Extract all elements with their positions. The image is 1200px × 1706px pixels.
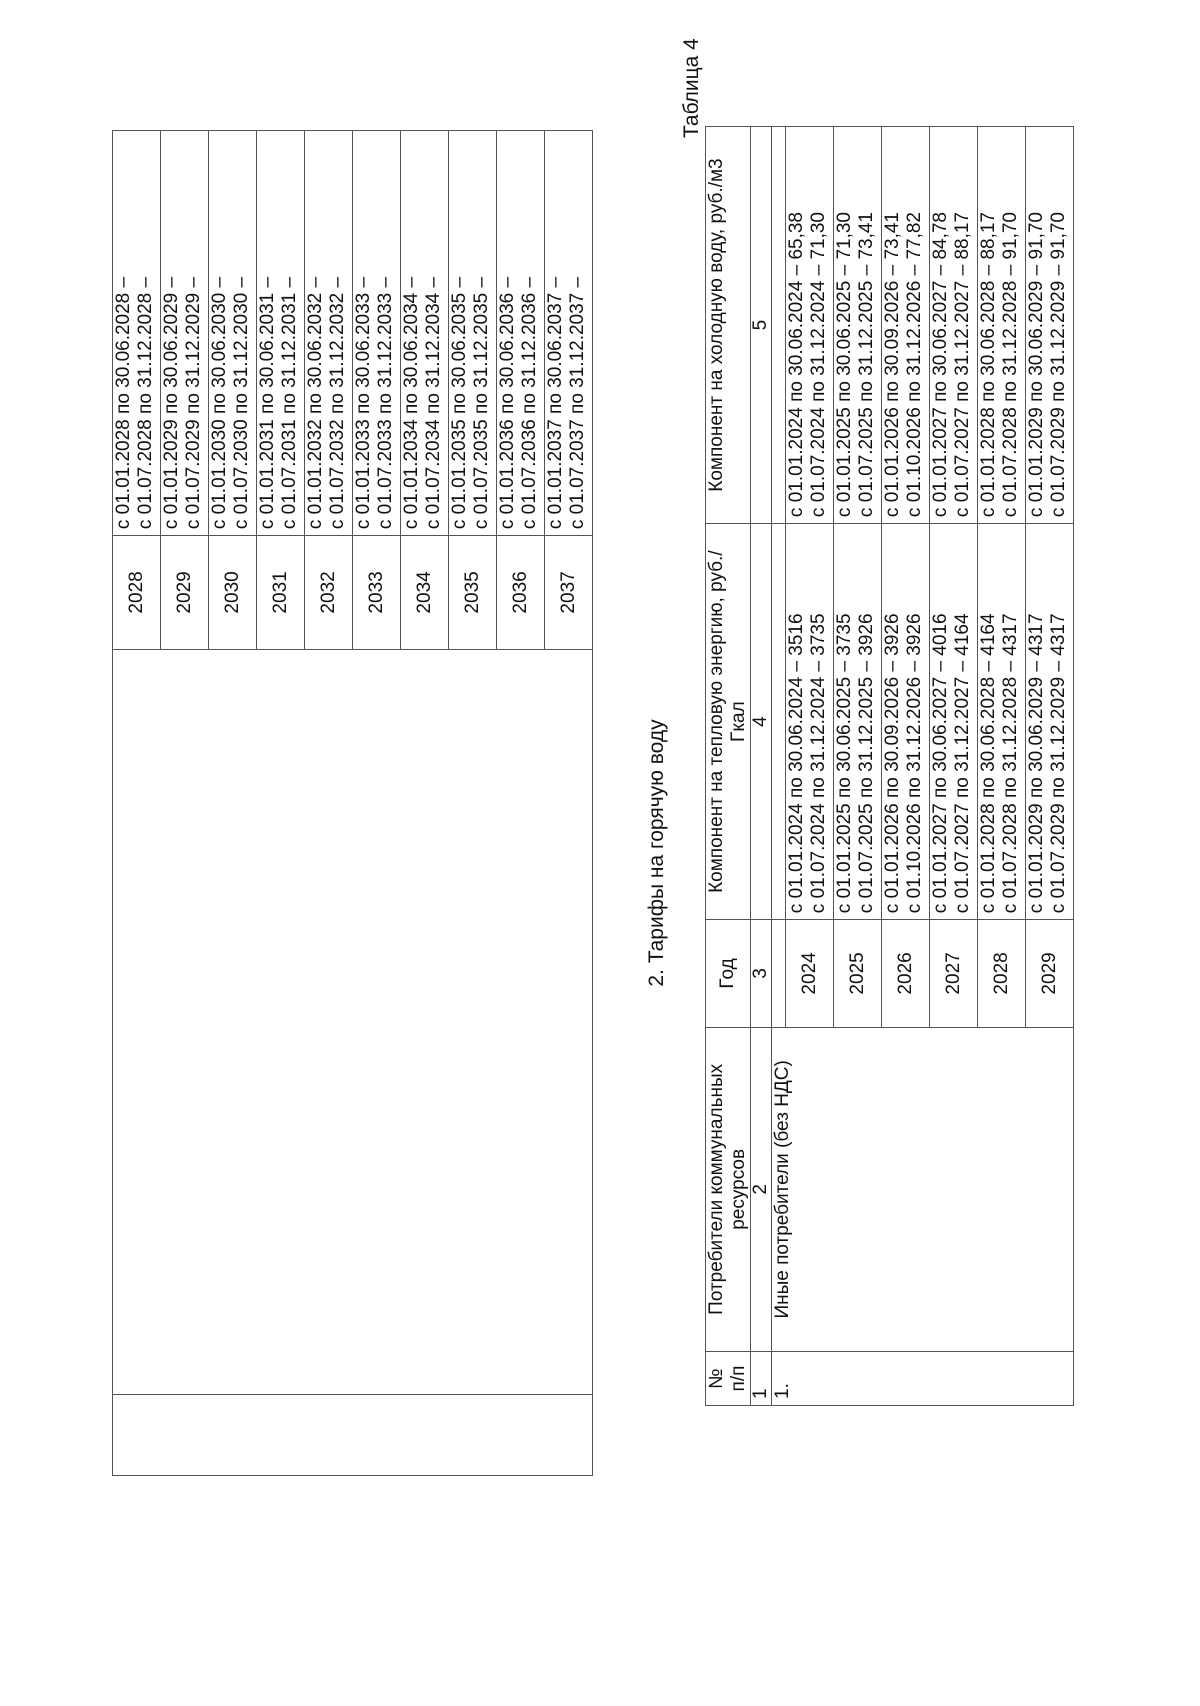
heat-line: с 01.01.2027 по 30.06.2027 – 4016 xyxy=(930,613,951,914)
header-year: Год xyxy=(706,920,751,1027)
year-cell: 2024 xyxy=(786,920,834,1027)
cold-cell xyxy=(834,127,882,524)
cold-cell xyxy=(882,127,930,524)
period-line: с 01.07.2035 по 31.12.2035 – xyxy=(471,276,492,530)
cold-line: с 01.01.2026 по 30.09.2026 – 73,41 xyxy=(882,212,903,518)
cold-line: с 01.01.2027 по 30.06.2027 – 84,78 xyxy=(930,212,951,518)
cold-cell xyxy=(786,127,834,524)
period-line: с 01.01.2033 по 30.06.2033 – xyxy=(353,276,374,530)
heat-line: с 01.01.2026 по 30.09.2026 – 3926 xyxy=(882,613,903,914)
header-cold-component: Компонент на холодную воду, руб./м3 xyxy=(706,127,751,524)
year-cell: 2035 xyxy=(449,536,497,650)
header-num-line: п/п xyxy=(728,1365,749,1392)
heat-line: с 01.01.2025 по 30.06.2025 – 3735 xyxy=(834,613,855,914)
header-num-line: № xyxy=(706,1368,727,1389)
table-row xyxy=(113,131,161,1476)
period-cell xyxy=(545,131,593,536)
header-consumers: Потребители коммунальных ресурсов xyxy=(706,1027,751,1351)
period-line: с 01.07.2032 по 31.12.2032 – xyxy=(327,276,348,530)
cold-line: с 01.01.2024 по 30.06.2024 – 65,38 xyxy=(786,212,807,518)
cold-cell xyxy=(1026,127,1074,524)
heat-line: с 01.01.2028 по 30.06.2028 – 4164 xyxy=(978,613,999,914)
section-heading: 2. Тарифы на горячую воду xyxy=(645,719,668,987)
cold-line: с 01.01.2028 по 30.06.2028 – 88,17 xyxy=(978,212,999,518)
year-cell: 2029 xyxy=(161,536,209,650)
column-number: 4 xyxy=(751,524,772,920)
heat-line: с 01.10.2026 по 31.12.2026 – 3926 xyxy=(904,613,925,914)
spacer-row xyxy=(772,127,786,1406)
heat-cell xyxy=(930,524,978,920)
period-cell xyxy=(449,131,497,536)
cold-cell xyxy=(978,127,1026,524)
period-line: с 01.07.2028 по 31.12.2028 – xyxy=(135,276,156,530)
cold-line: с 01.07.2029 по 31.12.2029 – 91,70 xyxy=(1048,212,1069,518)
column-number: 2 xyxy=(751,1027,772,1351)
heat-line: с 01.01.2029 по 30.06.2029 – 4317 xyxy=(1026,613,1047,914)
period-line: с 01.07.2029 по 31.12.2029 – xyxy=(183,276,204,530)
table-cell-empty xyxy=(113,1394,593,1475)
period-line: с 01.01.2035 по 30.06.2035 – xyxy=(449,276,470,530)
tariff-table-continued-body xyxy=(113,131,593,1476)
period-cell xyxy=(257,131,305,536)
year-cell: 2027 xyxy=(930,920,978,1027)
heat-cell xyxy=(978,524,1026,920)
year-cell: 2033 xyxy=(353,536,401,650)
year-cell: 2025 xyxy=(834,920,882,1027)
column-number-row xyxy=(751,127,772,1406)
year-cell: 2028 xyxy=(113,536,161,650)
period-cell xyxy=(353,131,401,536)
hot-water-tariff-table-body xyxy=(706,127,1074,1406)
period-cell xyxy=(497,131,545,536)
table-caption: Таблица 4 xyxy=(680,38,703,138)
year-cell: 2028 xyxy=(978,920,1026,1027)
cold-line: с 01.01.2029 по 30.06.2029 – 91,70 xyxy=(1026,212,1047,518)
heat-line: с 01.07.2027 по 31.12.2027 – 4164 xyxy=(952,613,973,914)
period-cell xyxy=(161,131,209,536)
heat-line: с 01.07.2029 по 31.12.2029 – 4317 xyxy=(1048,613,1069,914)
header-num xyxy=(706,1352,751,1406)
cold-line: с 01.07.2028 по 31.12.2028 – 91,70 xyxy=(1000,212,1021,518)
period-line: с 01.01.2032 по 30.06.2032 – xyxy=(305,276,326,530)
table-cell-empty xyxy=(772,127,786,524)
cold-line: с 01.07.2024 по 31.12.2024 – 71,30 xyxy=(808,212,829,518)
heat-line: с 01.07.2024 по 31.12.2024 – 3735 xyxy=(808,613,829,914)
period-line: с 01.07.2034 по 31.12.2034 – xyxy=(423,276,444,530)
year-cell: 2032 xyxy=(305,536,353,650)
period-line: с 01.01.2029 по 30.06.2029 – xyxy=(161,276,182,530)
hot-water-tariff-table xyxy=(705,126,1074,1406)
year-cell: 2029 xyxy=(1026,920,1074,1027)
row-number: 1. xyxy=(772,1352,1074,1406)
cold-line: с 01.07.2027 по 31.12.2027 – 88,17 xyxy=(952,212,973,518)
column-number: 3 xyxy=(751,920,772,1027)
period-line: с 01.07.2031 по 31.12.2031 – xyxy=(279,276,300,530)
period-line: с 01.01.2037 по 30.06.2037 – xyxy=(545,276,566,530)
column-number: 1 xyxy=(751,1352,772,1406)
consumer-cell: Иные потребители (без НДС) xyxy=(772,1027,1074,1351)
period-line: с 01.07.2030 по 31.12.2030 – xyxy=(231,276,252,530)
table-cell-empty xyxy=(772,524,786,920)
period-line: с 01.07.2037 по 31.12.2037 – xyxy=(567,276,588,530)
period-line: с 01.01.2031 по 30.06.2031 – xyxy=(257,276,278,530)
table-header-row xyxy=(706,127,751,1406)
cold-line: с 01.10.2026 по 31.12.2026 – 77,82 xyxy=(904,212,925,518)
tariff-table-continued xyxy=(112,130,593,1476)
heat-line: с 01.07.2028 по 31.12.2028 – 4317 xyxy=(1000,613,1021,914)
year-cell: 2037 xyxy=(545,536,593,650)
column-number: 5 xyxy=(751,127,772,524)
period-cell xyxy=(209,131,257,536)
heat-cell xyxy=(882,524,930,920)
period-line: с 01.07.2036 по 31.12.2036 – xyxy=(519,276,540,530)
header-heat-component: Компонент на тепловую энергию, руб./Гкал xyxy=(706,524,751,920)
heat-line: с 01.07.2025 по 31.12.2025 – 3926 xyxy=(856,613,877,914)
table-cell-empty xyxy=(113,649,593,1394)
table-cell-empty xyxy=(772,920,786,1027)
period-cell xyxy=(305,131,353,536)
year-cell: 2034 xyxy=(401,536,449,650)
period-line: с 01.01.2036 по 30.06.2036 – xyxy=(497,276,518,530)
period-line: с 01.01.2030 по 30.06.2030 – xyxy=(209,276,230,530)
period-cell xyxy=(401,131,449,536)
year-cell: 2031 xyxy=(257,536,305,650)
heat-cell xyxy=(786,524,834,920)
period-cell xyxy=(113,131,161,536)
heat-line: с 01.01.2024 по 30.06.2024 – 3516 xyxy=(786,613,807,914)
cold-line: с 01.01.2025 по 30.06.2025 – 71,30 xyxy=(834,212,855,518)
year-cell: 2030 xyxy=(209,536,257,650)
year-cell: 2026 xyxy=(882,920,930,1027)
heat-cell xyxy=(1026,524,1074,920)
period-line: с 01.01.2028 по 30.06.2028 – xyxy=(113,276,134,530)
period-line: с 01.01.2034 по 30.06.2034 – xyxy=(401,276,422,530)
period-line: с 01.07.2033 по 31.12.2033 – xyxy=(375,276,396,530)
heat-cell xyxy=(834,524,882,920)
cold-line: с 01.07.2025 по 31.12.2025 – 73,41 xyxy=(856,212,877,518)
cold-cell xyxy=(930,127,978,524)
year-cell: 2036 xyxy=(497,536,545,650)
